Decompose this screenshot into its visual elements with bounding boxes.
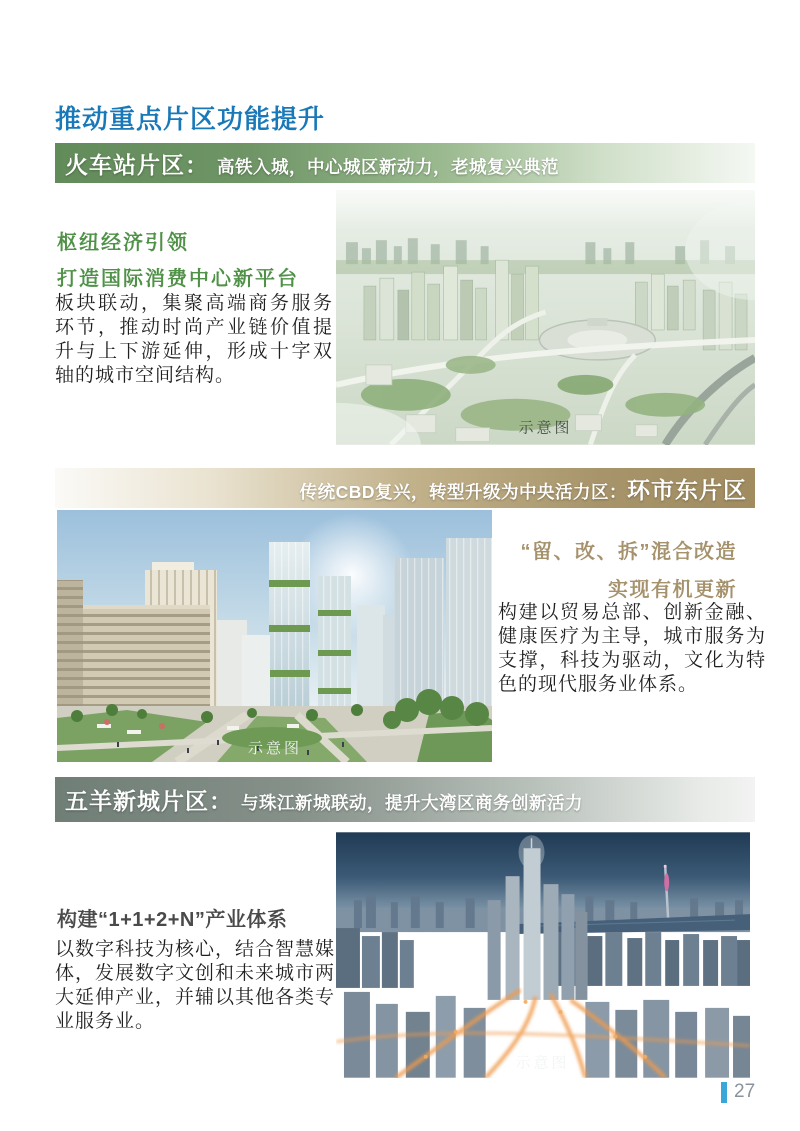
section2-image xyxy=(57,510,492,762)
section1-body: 板块联动，集聚高端商务服务环节，推动时尚产业链价值提升与上下游延伸，形成十字双轴的城市空间结构。 xyxy=(55,293,333,386)
section2-banner-title: 环市东片区 xyxy=(627,476,747,503)
page-number: 27 xyxy=(734,1081,756,1102)
section3-image-caption: 示意图 xyxy=(515,1054,570,1072)
city-aerial-dusk-illustration xyxy=(336,832,750,1078)
section3-heading-1: 构建“1+1+2+N”产业体系 xyxy=(57,909,288,931)
city-park-day-illustration xyxy=(57,510,492,762)
section1-heading-1: 枢纽经济引领 xyxy=(57,232,189,254)
section2-heading-2: 实现有机更新 xyxy=(608,579,737,601)
section1-banner-subtitle: 高铁入城，中心城区新动力，老城复兴典范 xyxy=(217,156,559,177)
section1-heading-2: 打造国际消费中心新平台 xyxy=(57,268,299,290)
city-aerial-day-illustration xyxy=(336,190,755,445)
section2-banner xyxy=(55,468,755,508)
page-title: 推动重点片区功能提升 xyxy=(55,104,326,134)
section3-banner xyxy=(55,777,755,822)
section1-banner xyxy=(55,143,755,183)
section1-banner-title: 火车站片区： xyxy=(65,151,209,178)
section1-image xyxy=(336,190,755,445)
section2-heading-1: “留、改、拆”混合改造 xyxy=(520,541,737,563)
section1-image-caption: 示意图 xyxy=(518,419,573,437)
section2-banner-subtitle: 传统CBD复兴，转型升级为中央活力区： xyxy=(299,481,627,502)
section2-body: 构建以贸易总部、创新金融、健康医疗为主导，城市服务为支撑，科技为驱动，文化为特色的现代服务业体系。 xyxy=(498,602,766,695)
section3-image xyxy=(336,832,750,1078)
section3-banner-title: 五羊新城片区： xyxy=(65,788,233,814)
section3-body: 以数字科技为核心，结合智慧媒体，发展数字文创和未来城市两大延伸产业，并辅以其他各类专业服务业。 xyxy=(55,939,336,1032)
section2-image-caption: 示意图 xyxy=(247,740,303,757)
section3-banner-subtitle: 与珠江新城联动，提升大湾区商务创新活力 xyxy=(241,793,583,813)
page-number-bar xyxy=(721,1082,727,1103)
